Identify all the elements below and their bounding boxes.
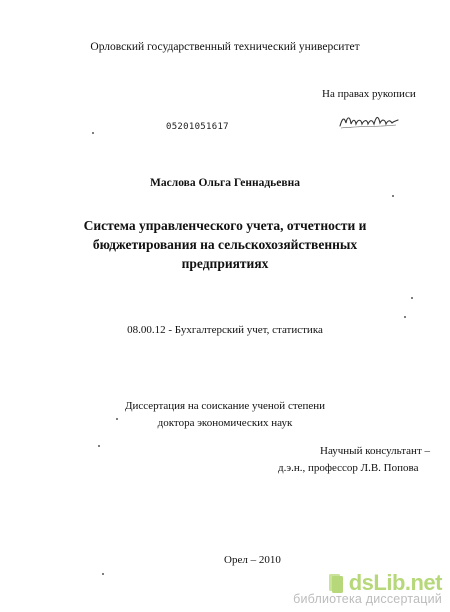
- book-icon: [327, 572, 345, 594]
- document-code: 05201051617: [166, 122, 229, 132]
- watermark-subtitle: библиотека диссертаций: [293, 592, 442, 606]
- degree-line-2: доктора экономических наук: [157, 417, 293, 429]
- manuscript-rights-label: На правах рукописи: [322, 88, 416, 100]
- scan-speck: [116, 418, 118, 420]
- scan-speck: [102, 573, 104, 575]
- dissertation-title: [0, 216, 450, 273]
- title-line-1: Система управленческого учета, отчетности и: [83, 218, 367, 233]
- scan-speck: [98, 445, 100, 447]
- title-line-3: предприятиях: [181, 256, 269, 271]
- scan-speck: [411, 297, 413, 299]
- city-year: Орел – 2010: [224, 554, 281, 566]
- consultant-label: Научный консультант –: [320, 445, 430, 457]
- consultant-name: д.э.н., профессор Л.В. Попова: [278, 462, 419, 474]
- scan-speck: [404, 316, 406, 318]
- title-line-2: бюджетирования на сельскохозяйственных: [92, 237, 358, 252]
- specialty: 08.00.12 - Бухгалтерский учет, статистика: [127, 324, 323, 336]
- watermark: [293, 570, 442, 606]
- scan-speck: [92, 132, 94, 134]
- scan-speck: [392, 195, 394, 197]
- degree-line-1: Диссертация на соискание ученой степени: [124, 400, 326, 412]
- dissertation-degree: [0, 398, 450, 432]
- university-name: Орловский государственный технический университет: [90, 41, 360, 53]
- scientific-consultant: [278, 443, 430, 477]
- author-name: Маслова Ольга Геннадьевна: [150, 177, 300, 189]
- watermark-name: dsLib.net: [348, 570, 442, 595]
- handwritten-signature: [338, 111, 400, 131]
